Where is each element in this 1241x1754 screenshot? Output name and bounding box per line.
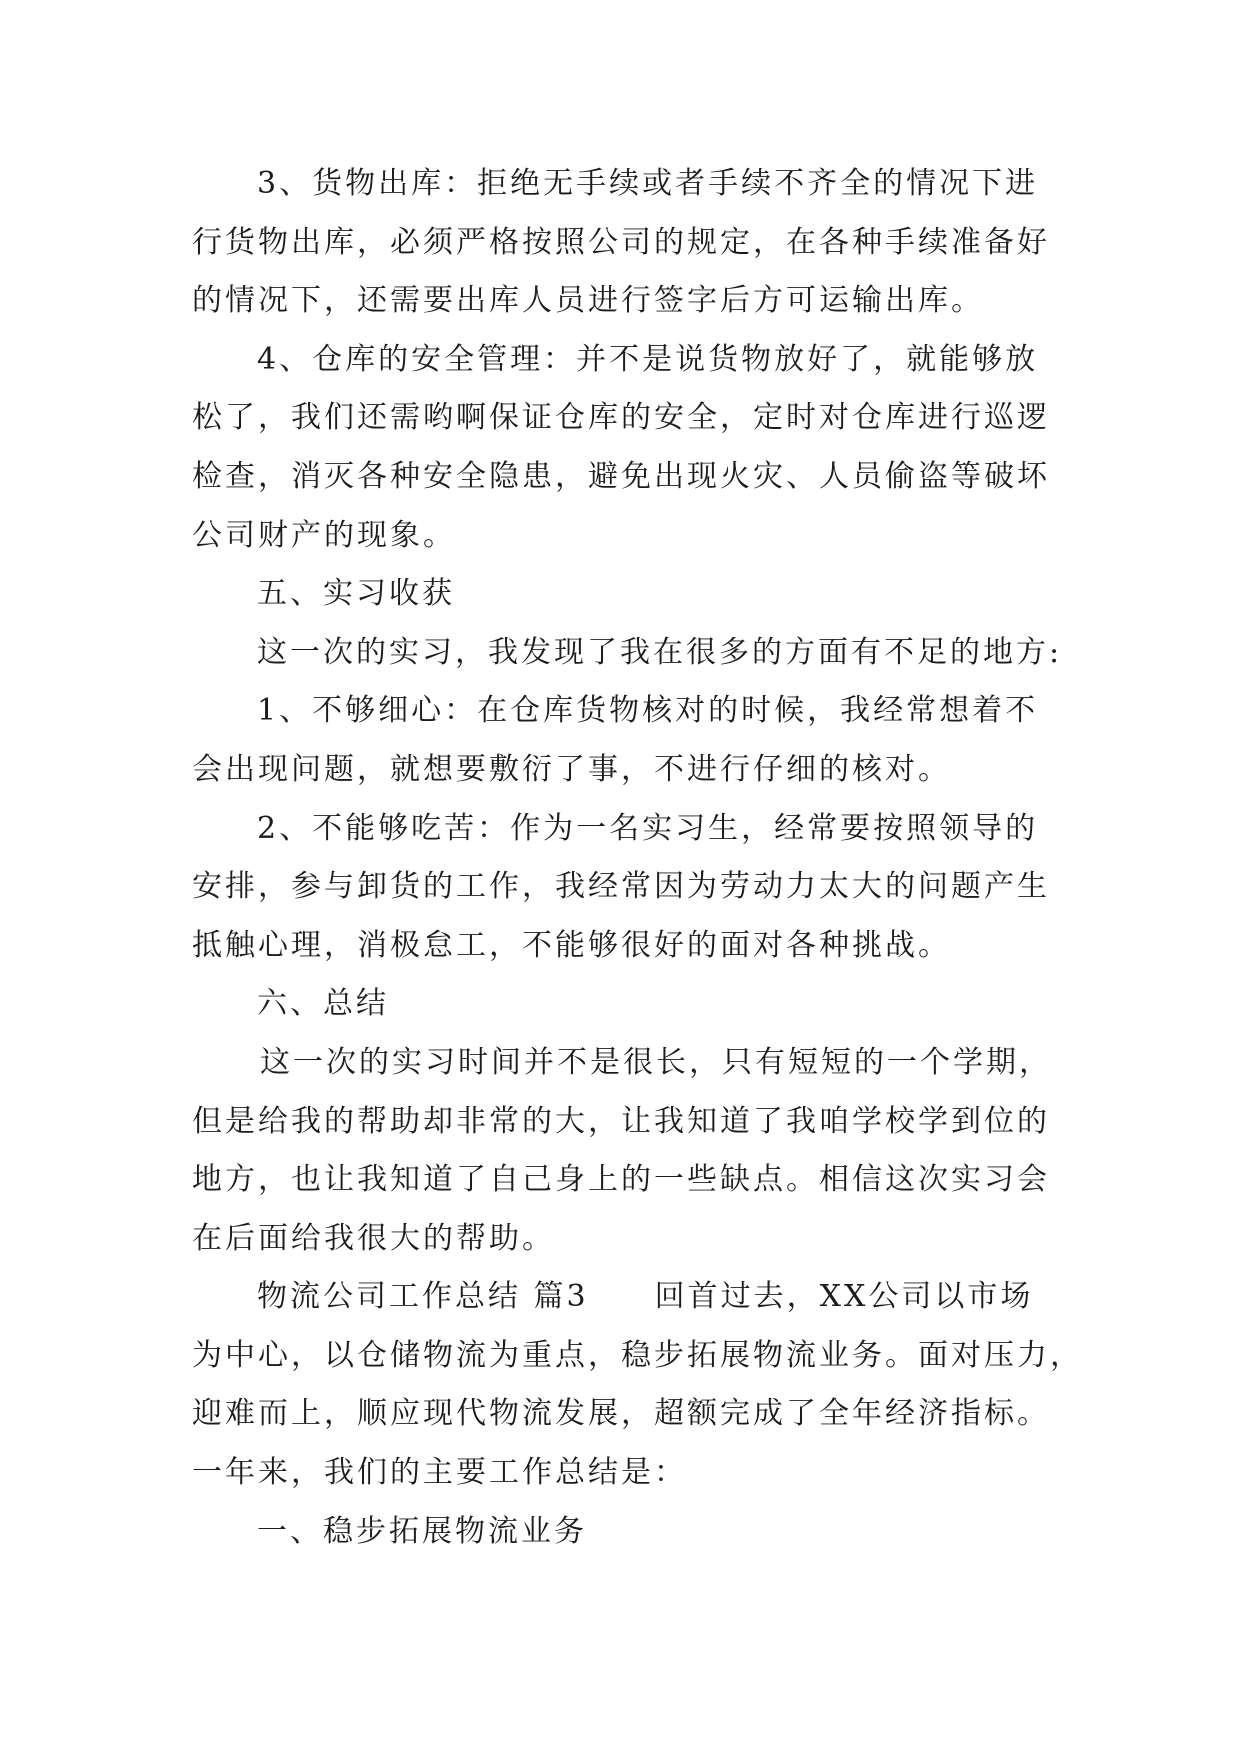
paragraph-line: 检查，消灭各种安全隐患，避免出现火灾、人员偷盗等破坏 xyxy=(192,458,1050,494)
paragraph-line: 3、货物出库：拒绝无手续或者手续不齐全的情况下进 xyxy=(257,166,1039,201)
paragraph-line: 但是给我的帮助却非常的大，让我知道了我咱学校学到位的 xyxy=(192,1103,1050,1139)
section-heading: 五、实习收获 xyxy=(257,576,455,612)
paragraph-line: 4、仓库的安全管理：并不是说货物放好了，就能够放 xyxy=(257,341,1039,377)
paragraph-line: 公司财产的现象。 xyxy=(192,517,456,553)
paragraph-hardship xyxy=(192,800,1152,976)
section-heading: 一、稳步拓展物流业务 xyxy=(257,1513,587,1549)
paragraph-line: 迎难而上，顺应现代物流发展，超额完成了全年经济指标。 xyxy=(192,1396,1050,1432)
paragraph-line: 一年来，我们的主要工作总结是： xyxy=(192,1455,687,1491)
document-body xyxy=(192,155,1152,1561)
paragraph-line: 的情况下，还需要出库人员进行签字后方可运输出库。 xyxy=(192,283,984,319)
paragraph-line: 松了，我们还需哟啊保证仓库的安全，定时对仓库进行巡逻 xyxy=(192,400,1050,436)
section-heading: 六、总结 xyxy=(257,986,389,1022)
paragraph-summary xyxy=(192,1034,1152,1268)
paragraph-line: 为中心，以仓储物流为重点，稳步拓展物流业务。面对压力， xyxy=(192,1337,1083,1373)
paragraph-not-careful xyxy=(192,682,1152,799)
paragraph-line: 抵触心理，消极怠工，不能够很好的面对各种挑战。 xyxy=(192,927,951,963)
section-heading-internship-gains xyxy=(192,565,1152,624)
section-heading-summary xyxy=(192,975,1152,1034)
paragraph-line: 物流公司工作总结 篇3 回首过去，XX公司以市场 xyxy=(257,1279,1034,1315)
paragraph-warehouse-safety xyxy=(192,331,1152,565)
paragraph-line: 会出现问题，就想要敷衍了事，不进行仔细的核对。 xyxy=(192,751,951,787)
paragraph-line: 1、不够细心：在仓库货物核对的时候，我经常想着不 xyxy=(257,693,1039,729)
paragraph-line: 行货物出库，必须严格按照公司的规定，在各种手续准备好 xyxy=(192,224,1050,260)
paragraph-line: 2、不能够吃苦：作为一名实习生，经常要按照领导的 xyxy=(257,810,1039,846)
paragraph-part-3-intro xyxy=(192,1268,1152,1502)
paragraph-line: 这一次的实习，我发现了我在很多的方面有不足的地方: xyxy=(257,634,1063,670)
paragraph-shortcomings-intro xyxy=(192,624,1152,683)
paragraph-line: 在后面给我很大的帮助。 xyxy=(192,1220,555,1256)
section-heading-expand-logistics xyxy=(192,1503,1152,1562)
paragraph-goods-outbound xyxy=(192,155,1152,331)
paragraph-line: 这一次的实习时间并不是很长，只有短短的一个学期， xyxy=(260,1044,1052,1080)
paragraph-line: 地方，也让我知道了自己身上的一些缺点。相信这次实习会 xyxy=(192,1162,1050,1198)
paragraph-line: 安排，参与卸货的工作，我经常因为劳动力太大的问题产生 xyxy=(192,869,1050,905)
